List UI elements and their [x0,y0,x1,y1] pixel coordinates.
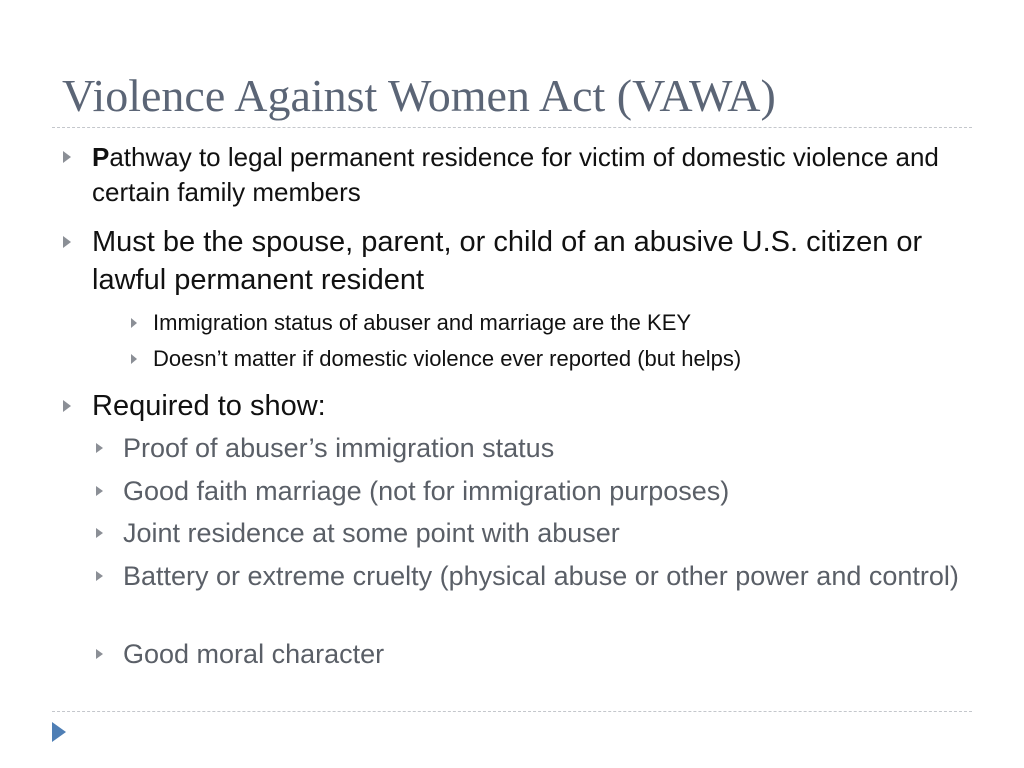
bullet-text [92,140,972,210]
triangle-bullet-icon [96,443,103,453]
sub-bullet-text: Battery or extreme cruelty (physical abuse or other power and control) [123,561,959,591]
triangle-bullet-icon [96,486,103,496]
triangle-bullet-icon [96,649,103,659]
sub-bullet-item [123,517,983,550]
footer-divider [52,711,972,712]
sub-bullet-item [153,306,953,340]
bullet-text-body: athway to legal permanent residence for victim of domestic violence and certain family members [92,142,939,207]
triangle-bullet-icon [131,354,137,364]
triangle-bullet-icon [131,318,137,328]
sub-bullet-text: Doesn’t matter if domestic violence ever reported (but helps) [153,346,742,371]
sub-bullet-text: Good moral character [123,639,385,669]
sub-bullet-text: Joint residence at some point with abuser [123,518,620,548]
bullet-item [92,387,972,425]
sub-bullet-text: Proof of abuser’s immigration status [123,433,555,463]
triangle-bullet-icon [96,571,103,581]
sub-bullet-item [123,432,983,465]
bullet-lead-letter: P [92,142,110,172]
bullet-text: Required to show: [92,390,326,422]
sub-bullet-text: Good faith marriage (not for immigration purposes) [123,476,730,506]
sub-bullet-item [123,638,983,671]
sub-bullet-item [123,560,983,593]
triangle-bullet-icon [96,528,103,538]
sub-bullet-text: Immigration status of abuser and marriage are the KEY [153,310,692,335]
bullet-item [92,223,972,299]
play-arrow-icon[interactable] [52,722,66,742]
bullet-text: Must be the spouse, parent, or child of an abusive U.S. citizen or lawful permanent resident [92,226,923,296]
sub-bullet-item [123,475,983,508]
sub-bullet-item [153,342,953,376]
triangle-bullet-icon [63,400,71,412]
triangle-bullet-icon [63,236,71,248]
bullet-item [92,140,972,210]
triangle-bullet-icon [63,151,71,163]
slide-title: Violence Against Women Act (VAWA) [62,70,776,121]
